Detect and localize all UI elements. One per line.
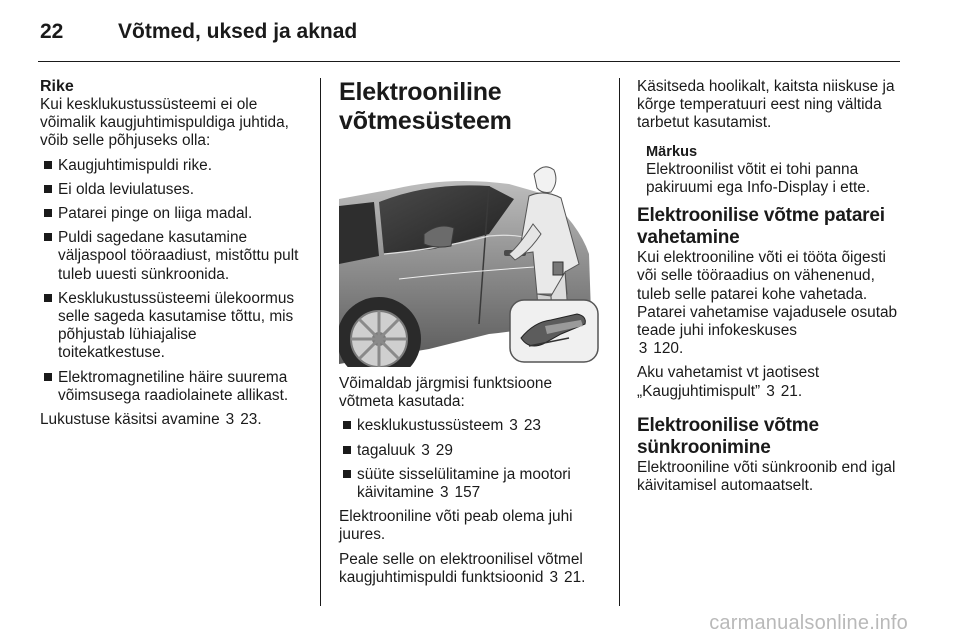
- page-number: 22: [40, 20, 64, 43]
- page-reference-icon: 3: [638, 340, 648, 358]
- page-reference-link[interactable]: 23: [523, 417, 541, 435]
- page-reference-link[interactable]: 29: [435, 441, 453, 459]
- page-reference-link[interactable]: 157: [454, 484, 481, 502]
- page-reference-link[interactable]: 21.: [780, 382, 803, 400]
- list-item: Elektromagnetiline häire suurema võimsusega raadiolainete allikast.: [40, 369, 302, 405]
- list-item: Ei olda leviulatuses.: [40, 181, 302, 199]
- page-header: [38, 18, 900, 62]
- bullet-square-icon: [44, 294, 52, 302]
- fault-cause-list: [40, 157, 302, 405]
- page-reference-icon: 3: [549, 568, 559, 586]
- list-item: Puldi sagedane kasutamine väljaspool tööraadiust, mistõttu pult tuleb uuesti sünkroonida.: [40, 229, 302, 284]
- watermark: carmanualsonline.info: [709, 612, 908, 634]
- section-heading-battery-replacement: Elektroonilise võtme patarei vahetamine: [637, 205, 885, 249]
- electronic-key-intro: Võimaldab järgmisi funktsioone võtmeta kasutada:: [339, 375, 553, 411]
- note-box: [637, 143, 902, 198]
- column-electronic-key: [339, 78, 604, 587]
- bullet-square-icon: [44, 209, 52, 217]
- list-item: süüte sisselülitamine ja mootori käivitamine 3 157: [339, 466, 604, 502]
- manual-unlock-reference: Lukustuse käsitsi avamine 3 23.: [40, 411, 262, 429]
- synchronization-text: Elektrooniline võti sünkroonib end igal käivitamisel automaatselt.: [637, 458, 896, 495]
- note-text: Elektroonilist võtit ei tohi panna pakiruumi ega Info-Display i ette.: [646, 160, 871, 197]
- battery-replacement-text: Kui elektrooniline võti ei tööta õigesti või selle tööraadius on vähenenud, tuleb selle patarei kohe vahetada. Patarei vahetamise vajadusele osutab teade juhi infokeskuses 3 120.: [637, 249, 898, 358]
- page-reference-icon: 3: [439, 484, 449, 502]
- keyless-function-list: [339, 417, 604, 502]
- column-divider-right: [619, 78, 620, 606]
- section-heading-electronic-key: Elektrooniline võtmesüsteem: [339, 78, 512, 135]
- key-presence-text: Elektrooniline võti peab olema juhi juures.: [339, 508, 573, 544]
- remote-function-text: Peale selle on elektroonilisel võtmel kaugjuhtimispuldi funktsioonid 3 21.: [339, 550, 586, 586]
- page-reference-icon: 3: [421, 441, 430, 459]
- page-reference-link[interactable]: 120.: [653, 340, 684, 358]
- bullet-square-icon: [343, 421, 351, 429]
- page-reference-icon: 3: [225, 411, 235, 429]
- car-door-illustration: [339, 154, 602, 367]
- bullet-square-icon: [343, 470, 351, 478]
- column-troubleshooting: [40, 78, 302, 429]
- bullet-square-icon: [44, 373, 52, 381]
- fault-intro: Kui kesklukustussüsteemi ei ole võimalik kaugjuhtimispuldiga juhtida, võib selle põhjuseks olla:: [40, 96, 289, 150]
- column-key-care: [637, 78, 902, 495]
- note-label: Märkus: [646, 143, 698, 160]
- column-divider-left: [320, 78, 321, 606]
- bullet-square-icon: [44, 185, 52, 193]
- list-item: tagaluuk 3 29: [339, 442, 604, 460]
- section-heading-fault: Rike: [40, 78, 74, 95]
- list-item: kesklukustussüsteem 3 23: [339, 417, 604, 435]
- battery-reference-text: Aku vahetamist vt jaotisest „Kaugjuhtimispult” 3 21.: [637, 364, 820, 400]
- bullet-square-icon: [44, 233, 52, 241]
- bullet-square-icon: [44, 161, 52, 169]
- page-reference-icon: 3: [766, 382, 775, 400]
- page-reference-icon: 3: [509, 417, 518, 435]
- list-item: Kesklukustussüsteemi ülekoormus selle sageda kasutamise tõttu, mis põhjustab lühiajalise toitekatkestuse.: [40, 290, 302, 363]
- page-reference-link[interactable]: 21.: [564, 568, 586, 586]
- chapter-title: Võtmed, uksed ja aknad: [118, 20, 358, 43]
- section-heading-synchronization: Elektroonilise võtme sünkroonimine: [637, 414, 819, 458]
- car-door-image: [339, 154, 602, 367]
- handling-text: Käsitseda hoolikalt, kaitsta niiskuse ja kõrge temperatuuri eest ning vältida tarbetut kasutamist.: [637, 78, 895, 132]
- list-item: Kaugjuhtimispuldi rike.: [40, 157, 302, 175]
- list-item: Patarei pinge on liiga madal.: [40, 205, 302, 223]
- bullet-square-icon: [343, 446, 351, 454]
- page-reference-link[interactable]: 23.: [240, 411, 262, 429]
